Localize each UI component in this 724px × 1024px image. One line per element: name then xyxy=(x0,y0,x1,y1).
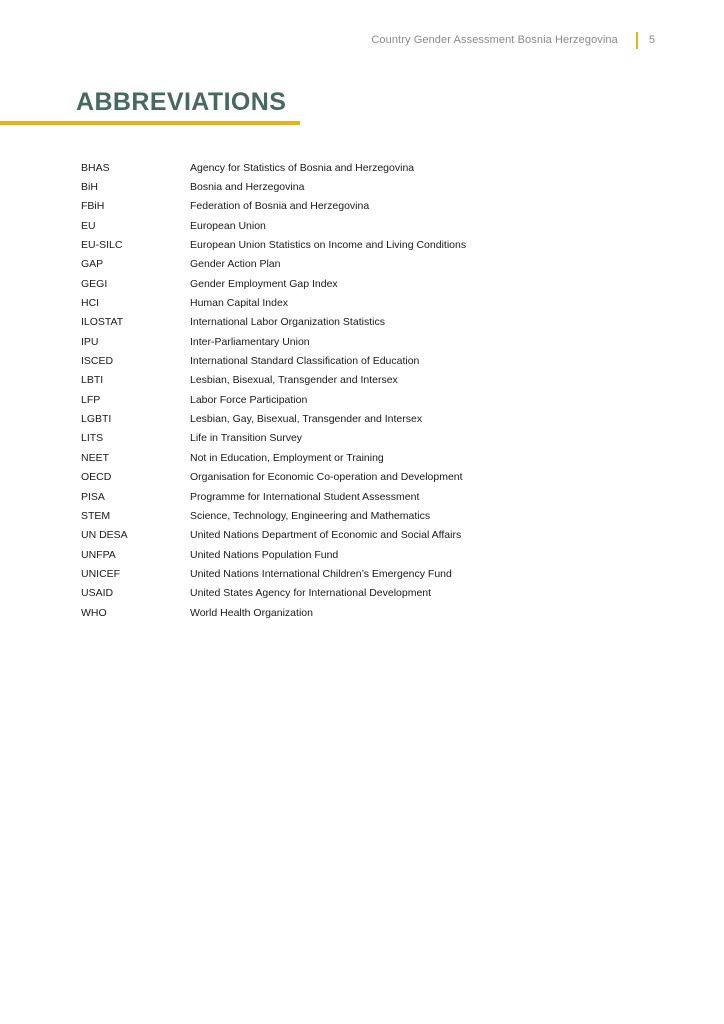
abbreviation-term: BiH xyxy=(81,181,98,194)
abbreviation-term: GEGI xyxy=(81,277,108,290)
abbreviation-row xyxy=(81,371,641,390)
abbreviation-row xyxy=(81,274,641,293)
abbreviation-row xyxy=(81,603,641,622)
abbreviation-row xyxy=(81,235,641,254)
abbreviation-row xyxy=(81,584,641,603)
running-title: Country Gender Assessment Bosnia Herzegovina xyxy=(371,34,618,46)
abbreviation-term: LBTI xyxy=(81,374,104,387)
abbreviation-definition: World Health Organization xyxy=(190,606,313,619)
abbreviation-term: OECD xyxy=(81,471,112,484)
abbreviation-row xyxy=(81,526,641,545)
abbreviation-definition: United States Agency for International Development xyxy=(190,587,432,600)
abbreviation-row xyxy=(81,158,641,177)
abbreviation-definition: Gender Employment Gap Index xyxy=(190,277,338,290)
abbreviation-definition: Science, Technology, Engineering and Mathematics xyxy=(190,509,431,522)
abbreviation-row xyxy=(81,216,641,235)
page-number: 5 xyxy=(648,34,655,46)
abbreviation-term: IPU xyxy=(81,335,99,348)
abbreviation-term: STEM xyxy=(81,509,111,522)
abbreviation-definition: International Standard Classification of Education xyxy=(190,355,420,368)
abbreviation-term: LITS xyxy=(81,432,104,445)
abbreviation-term: LFP xyxy=(81,393,101,406)
abbreviation-row xyxy=(81,448,641,467)
header-divider xyxy=(636,32,638,49)
abbreviation-term: NEET xyxy=(81,451,110,464)
abbreviation-definition: Bosnia and Herzegovina xyxy=(190,181,305,194)
abbreviation-term: ISCED xyxy=(81,355,114,368)
abbreviation-term: UN DESA xyxy=(81,529,128,542)
abbreviation-row xyxy=(81,545,641,564)
page-title: ABBREVIATIONS xyxy=(76,88,287,116)
abbreviation-definition: Agency for Statistics of Bosnia and Herzegovina xyxy=(190,161,415,174)
abbreviation-definition: Lesbian, Bisexual, Transgender and Intersex xyxy=(190,374,398,387)
abbreviation-term: HCI xyxy=(81,297,100,310)
abbreviation-term: PISA xyxy=(81,490,105,503)
abbreviation-term: ILOSTAT xyxy=(81,316,124,329)
abbreviation-definition: Programme for International Student Assessment xyxy=(190,490,420,503)
abbreviation-definition: European Union xyxy=(190,219,266,232)
abbreviation-term: USAID xyxy=(81,587,114,600)
abbreviation-row xyxy=(81,177,641,196)
abbreviation-row xyxy=(81,351,641,370)
abbreviation-term: UNICEF xyxy=(81,567,121,580)
abbreviation-row xyxy=(81,293,641,312)
abbreviation-row xyxy=(81,564,641,583)
abbreviation-definition: Human Capital Index xyxy=(190,297,289,310)
abbreviation-definition: United Nations Population Fund xyxy=(190,548,339,561)
abbreviation-term: EU xyxy=(81,219,96,232)
abbreviation-row xyxy=(81,468,641,487)
abbreviation-row xyxy=(81,506,641,525)
abbreviation-definition: United Nations Department of Economic and Social Affairs xyxy=(190,529,462,542)
abbreviation-definition: Gender Action Plan xyxy=(190,258,281,271)
abbreviation-definition: International Labor Organization Statistics xyxy=(190,316,385,329)
abbreviation-term: WHO xyxy=(81,606,107,619)
title-underline xyxy=(0,121,300,125)
abbreviation-definition: Federation of Bosnia and Herzegovina xyxy=(190,200,370,213)
abbreviation-definition: Life in Transition Survey xyxy=(190,432,303,445)
abbreviation-term: BHAS xyxy=(81,161,110,174)
abbreviation-row xyxy=(81,332,641,351)
abbreviation-row xyxy=(81,487,641,506)
abbreviation-term: EU-SILC xyxy=(81,239,123,252)
abbreviation-term: UNFPA xyxy=(81,548,116,561)
abbreviation-definition: Organisation for Economic Co-operation and Development xyxy=(190,471,463,484)
abbreviation-definition: Lesbian, Gay, Bisexual, Transgender and Intersex xyxy=(190,413,423,426)
abbreviation-definition: United Nations International Children’s Emergency Fund xyxy=(190,567,452,580)
abbreviation-row xyxy=(81,255,641,274)
abbreviation-definition: Inter-Parliamentary Union xyxy=(190,335,310,348)
abbreviation-definition: Not in Education, Employment or Training xyxy=(190,451,384,464)
abbreviation-row xyxy=(81,197,641,216)
abbreviation-term: LGBTI xyxy=(81,413,112,426)
abbreviation-term: GAP xyxy=(81,258,104,271)
abbreviations-list xyxy=(81,158,641,622)
abbreviation-row xyxy=(81,409,641,428)
abbreviation-definition: Labor Force Participation xyxy=(190,393,308,406)
abbreviation-row xyxy=(81,429,641,448)
abbreviation-row xyxy=(81,313,641,332)
abbreviation-row xyxy=(81,390,641,409)
abbreviation-definition: European Union Statistics on Income and Living Conditions xyxy=(190,239,467,252)
abbreviation-term: FBiH xyxy=(81,200,105,213)
running-header xyxy=(371,31,655,49)
